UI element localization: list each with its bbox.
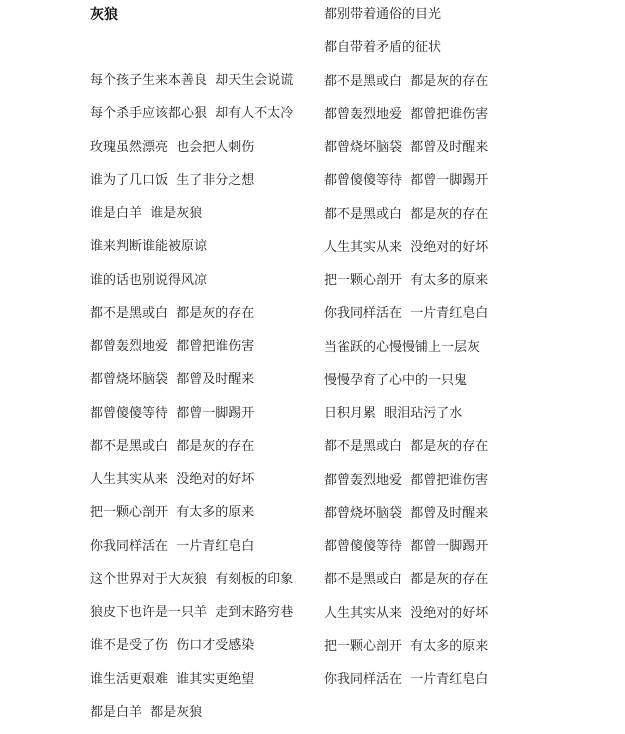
lyric-line: 把一颗心剖开 有太多的原来	[324, 638, 489, 654]
lyric-line: 谁来判断谁能被原谅	[90, 239, 208, 255]
lyric-line: 你我同样活在 一片青红皂白	[324, 306, 489, 322]
lyric-line: 都不是黑或白 都是灰的存在	[324, 206, 489, 222]
lyric-line: 都曾傻傻等待 都曾一脚踢开	[324, 539, 489, 554]
lyric-line: 都不是黑或白 都是灰的存在	[324, 439, 489, 455]
lyric-line: 人生其实从来 没绝对的好坏	[90, 472, 255, 487]
lyric-line: 谁生活更艰难 谁其实更绝望	[90, 671, 255, 687]
lyric-line: 慢慢孕育了心中的一只鬼	[324, 372, 468, 388]
lyric-line: 都曾烧坏脑袋 都曾及时醒来	[324, 505, 489, 521]
lyric-line: 都曾轰烈地爱 都曾把谁伤害	[90, 339, 255, 354]
lyric-line: 都不是黑或白 都是灰的存在	[90, 305, 255, 321]
lyric-line: 每个孩子生来本善良 却天生会说谎	[90, 73, 294, 88]
lyric-line: 都别带着通俗的目光	[324, 7, 442, 22]
lyric-line: 都曾烧坏脑袋 都曾及时醒来	[90, 372, 255, 388]
lyric-line: 日积月累 眼泪玷污了水	[324, 406, 463, 421]
lyric-line: 都曾轰烈地爱 都曾把谁伤害	[324, 472, 489, 488]
lyric-line: 每个杀手应该都心狠 却有人不太冷	[90, 106, 294, 122]
lyric-line: 你我同样活在 一片青红皂白	[90, 538, 255, 554]
lyric-line: 人生其实从来 没绝对的好坏	[324, 239, 489, 255]
song-title: 灰狼	[90, 7, 118, 23]
lyric-line: 都不是黑或白 都是灰的存在	[324, 572, 489, 588]
lyric-line: 你我同样活在 一片青红皂白	[324, 672, 489, 687]
lyric-line: 人生其实从来 没绝对的好坏	[324, 605, 489, 621]
lyric-line: 当雀跃的心慢慢铺上一层灰	[324, 339, 481, 355]
lyric-line: 都是白羊 都是灰狼	[90, 704, 203, 720]
lyric-line: 谁是白羊 谁是灰狼	[90, 206, 203, 221]
lyric-line: 这个世界对于大灰狼 有刻板的印象	[90, 571, 294, 587]
lyric-line: 玫瑰虽然漂亮 也会把人刺伤	[90, 139, 255, 155]
lyric-line: 都曾傻傻等待 都曾一脚踢开	[90, 405, 255, 421]
lyric-line: 把一颗心剖开 有太多的原来	[324, 273, 489, 288]
lyric-line: 谁不是受了伤 伤口才受感染	[90, 638, 255, 654]
lyric-line: 都曾傻傻等待 都曾一脚踢开	[324, 173, 489, 189]
lyric-line: 都不是黑或白 都是灰的存在	[324, 73, 489, 89]
lyric-line: 谁为了几口饭 生了非分之想	[90, 172, 255, 188]
lyric-line: 把一颗心剖开 有太多的原来	[90, 505, 255, 521]
lyric-line: 都自带着矛盾的征状	[324, 40, 442, 56]
lyric-line: 都不是黑或白 都是灰的存在	[90, 438, 255, 454]
lyric-line: 狼皮下也许是一只羊 走到末路穷巷	[90, 605, 294, 620]
lyric-line: 都曾烧坏脑袋 都曾及时醒来	[324, 140, 489, 155]
lyric-line: 谁的话也别说得风凉	[90, 272, 208, 288]
lyric-line: 都曾轰烈地爱 都曾把谁伤害	[324, 106, 489, 122]
